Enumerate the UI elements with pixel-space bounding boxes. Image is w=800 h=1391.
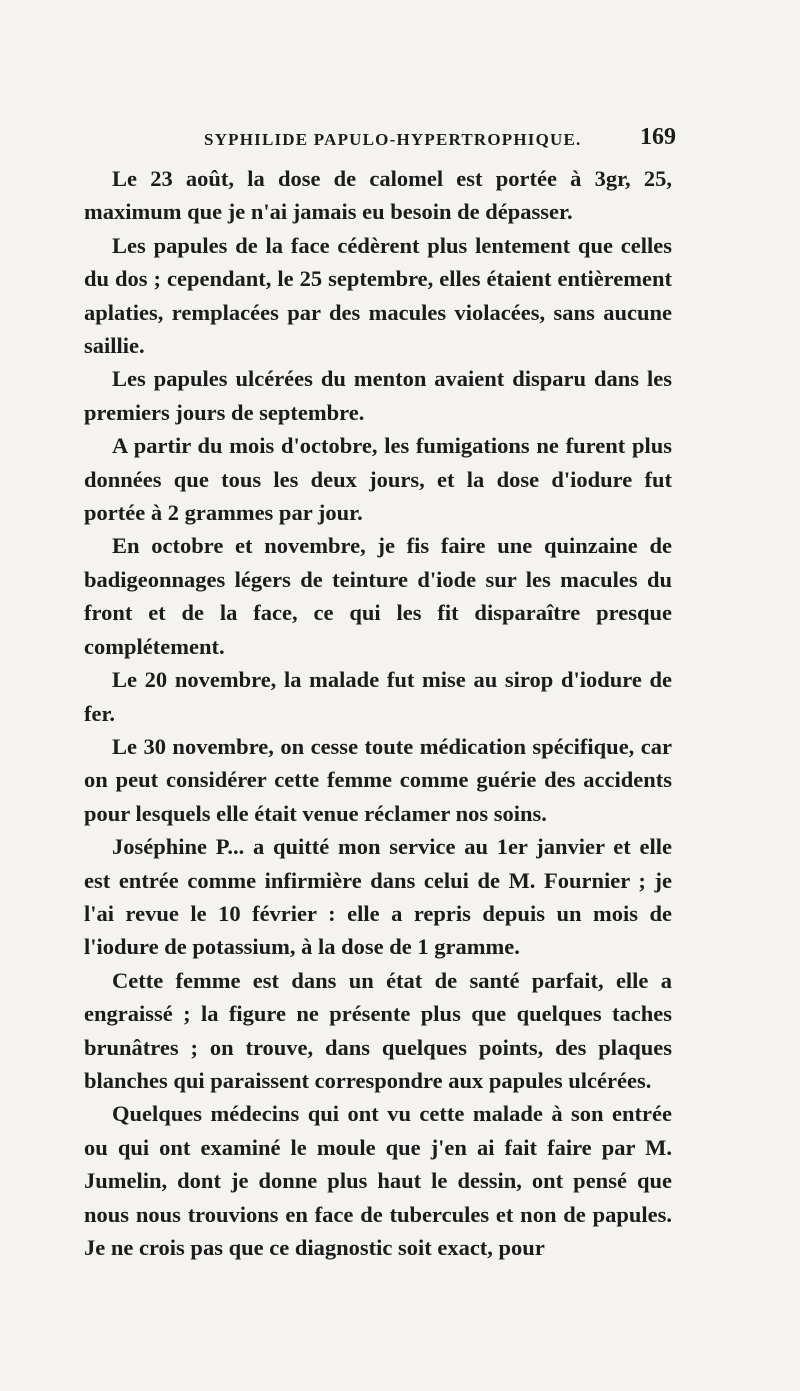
paragraph: Joséphine P... a quitté mon service au 1er janvier et elle est entrée comme infirmière dans celui de M. Fournier ; je l'ai revue le 10 février : elle a repris depuis un mois de l'iodure de potassium, à la dose de 1 gramme.: [84, 834, 672, 960]
running-title: SYPHILIDE PAPULO-HYPERTROPHIQUE.: [204, 130, 582, 149]
running-head: [84, 124, 676, 160]
paragraph: Les papules de la face cédèrent plus lentement que celles du dos ; cependant, le 25 septembre, elles étaient entièrement aplaties, remplacées par des macules violacées, sans aucune saillie.: [84, 232, 672, 359]
body-text: [84, 162, 672, 1264]
paragraph: Quelques médecins qui ont vu cette malade à son entrée ou qui ont examiné le moule que j'en ai fait faire par M. Jumelin, dont je donne plus haut le dessin, ont pensé que nous nous trouvions en face de tubercules et non de papules. Je ne crois pas que ce diagnostic soit exact, pour: [84, 1101, 672, 1260]
paragraph: Le 23 août, la dose de calomel est portée à 3gr, 25, maximum que je n'ai jamais eu besoin de dépasser.: [84, 166, 672, 225]
paragraph: Cette femme est dans un état de santé parfait, elle a engraissé ; la figure ne présente plus que quelques taches brunâtres ; on trouve, dans quelques points, des plaques blanches qui paraissent correspondre aux papules ulcérées.: [84, 967, 672, 1093]
paragraph: A partir du mois d'octobre, les fumigations ne furent plus données que tous les deux jours, et la dose d'iodure fut portée à 2 grammes par jour.: [84, 433, 672, 526]
paragraph: Le 20 novembre, la malade fut mise au sirop d'iodure de fer.: [84, 667, 672, 726]
paragraph: Les papules ulcérées du menton avaient disparu dans les premiers jours de septembre.: [84, 366, 672, 425]
paragraph: Le 30 novembre, on cesse toute médication spécifique, car on peut considérer cette femme comme guérie des accidents pour lesquels elle était venue réclamer nos soins.: [84, 733, 672, 826]
paragraph: En octobre et novembre, je fis faire une quinzaine de badigeonnages légers de teinture d'iode sur les macules du front et de la face, ce qui les fit disparaître presque complétement.: [84, 533, 672, 659]
page-number: 169: [640, 124, 676, 150]
